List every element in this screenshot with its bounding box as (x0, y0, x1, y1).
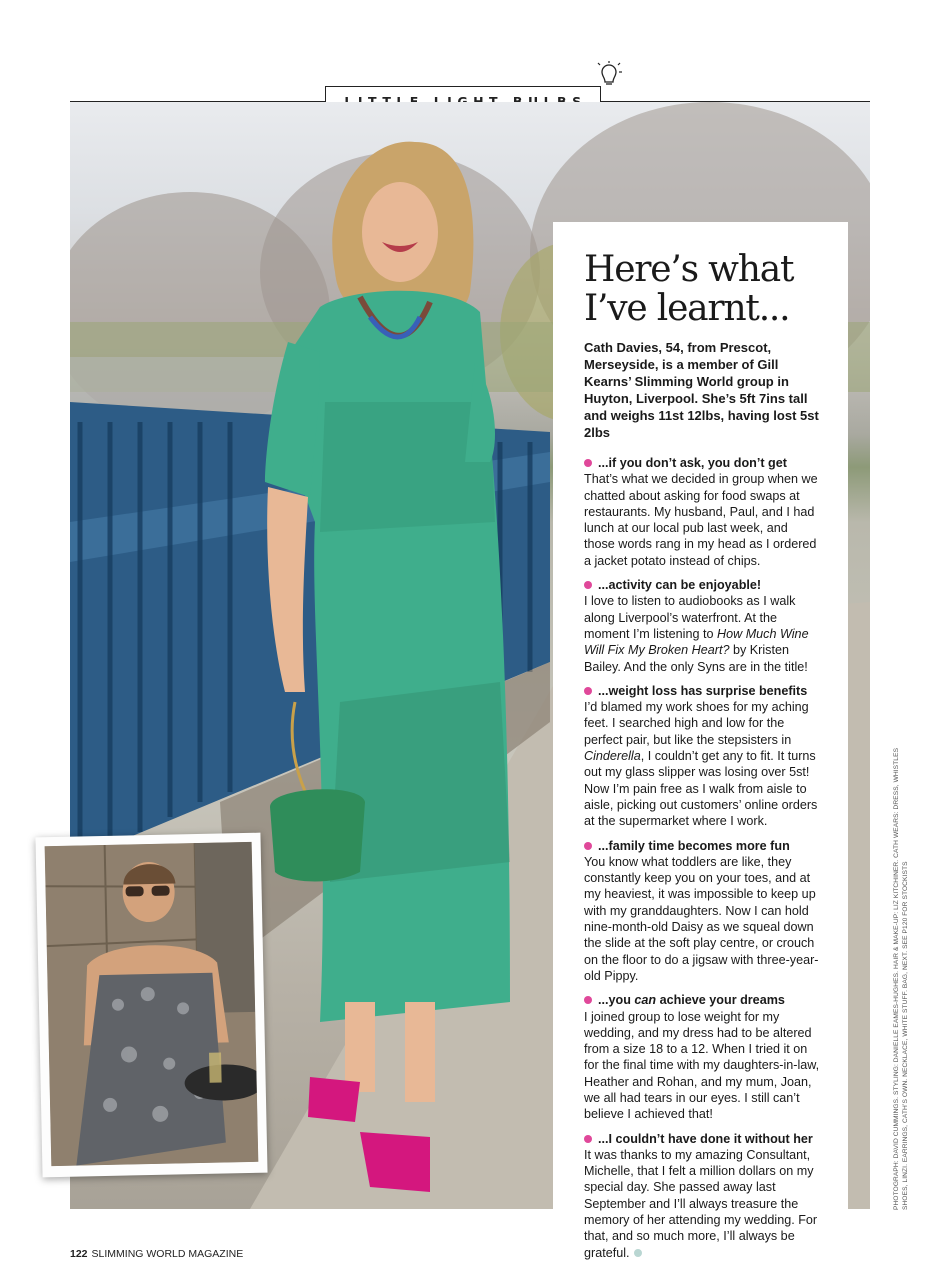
article-title (584, 250, 822, 328)
bullet-icon (584, 687, 592, 695)
title-line-2: I’ve learnt... (584, 288, 790, 329)
bullet-icon (584, 459, 592, 467)
bullet-icon (584, 842, 592, 850)
tip-heading: ...I couldn’t have done it without her (598, 1131, 813, 1146)
publication-name: SLIMMING WORLD MAGAZINE (91, 1248, 244, 1260)
credits-line-2: SHOES, LINZI. EARRINGS, CATH’S OWN. NECKLACE, WHITE STUFF. BAG, NEXT. SEE P120 FOR STOCKISTS (901, 861, 909, 1210)
article-panel (553, 222, 848, 1260)
tip-heading: ...you can achieve your dreams (598, 993, 785, 1008)
tip-heading: ...family time becomes more fun (598, 838, 790, 853)
before-photo-image (45, 842, 259, 1166)
tip-body: You know what toddlers are like, they constantly keep you on your toes, and at my heaviest, it was impossible to keep up with my granddaughters. Now I can hold nine-month-old Daisy as we squeal down the slide at the soft play centre, or crouch on the floor to do a jigsaw with three-year-old Pippy. (584, 854, 819, 983)
end-mark-icon (634, 1249, 642, 1257)
page-footer (70, 1248, 243, 1260)
bullet-icon (584, 581, 592, 589)
tip-body: I love to listen to audiobooks as I walk along Liverpool’s waterfront. At the moment I’m listening to How Much Wine Will Fix My Broken Heart? by Kristen Bailey. And the only Syns are in the title! (584, 594, 809, 674)
tip-3 (584, 683, 822, 830)
tip-5 (584, 992, 822, 1122)
article-intro: Cath Davies, 54, from Prescot, Merseyside, is a member of Gill Kearns’ Slimming World group in Huyton, Liverpool. She’s 5ft 7ins tall and weighs 11st 12lbs, having lost 5st 2lbs (584, 340, 819, 440)
credits-line-1: PHOTOGRAPH: DAVID CUMMINGS. STYLING: DANIELLE EAMES-HUGHES. HAIR & MAKE-UP: LIZ KITCHINER. CATH WEARS: DRESS, WHISTLES (893, 747, 900, 1210)
tip-1 (584, 455, 822, 569)
tip-6 (584, 1131, 822, 1261)
tip-body: I joined group to lose weight for my wedding, and my dress had to be altered from a size 18 to a 12. When I tried it on for the final time with my daughters-in-law, Heather and Rohan, and my mum, Joan, we all had tears in our eyes. I still can’t believe I achieved that! (584, 1009, 820, 1122)
tip-heading: ...activity can be enjoyable! (598, 578, 762, 593)
before-photo (35, 833, 267, 1178)
photo-credits (893, 735, 910, 1210)
tip-4 (584, 838, 822, 985)
tip-body: It was thanks to my amazing Consultant, Michelle, that I felt a million dollars on my special day. She passed away last September and I’ll always treasure the memory of her attending my wedding. For that, and so much more, I’ll always be grateful. (584, 1147, 818, 1260)
bullet-icon (584, 996, 592, 1004)
tip-body: I’d blamed my work shoes for my aching feet. I searched high and low for the perfect pair, but like the stepsisters in Cinderella, I couldn’t get any to fit. It turns out my glass slipper was losing over 5st! Now I’m pain free as I walk from aisle to aisle, picking out customers’ online orders at the supermarket where I work. (584, 700, 818, 829)
bullet-icon (584, 1135, 592, 1143)
tip-heading: ...if you don’t ask, you don’t get (598, 456, 787, 470)
tip-2 (584, 577, 822, 675)
lightbulb-icon (596, 60, 622, 88)
page-number: 122 (70, 1248, 88, 1260)
tip-body: That’s what we decided in group when we chatted about asking for food swaps at restaurants. My husband, Paul, and I had lunch at our local pub last week, and those words rang in my head as I ordered a jacket potato instead of chips. (584, 472, 818, 568)
tip-heading: ...weight loss has surprise benefits (598, 683, 808, 698)
title-line-1: Here’s what (584, 249, 794, 290)
